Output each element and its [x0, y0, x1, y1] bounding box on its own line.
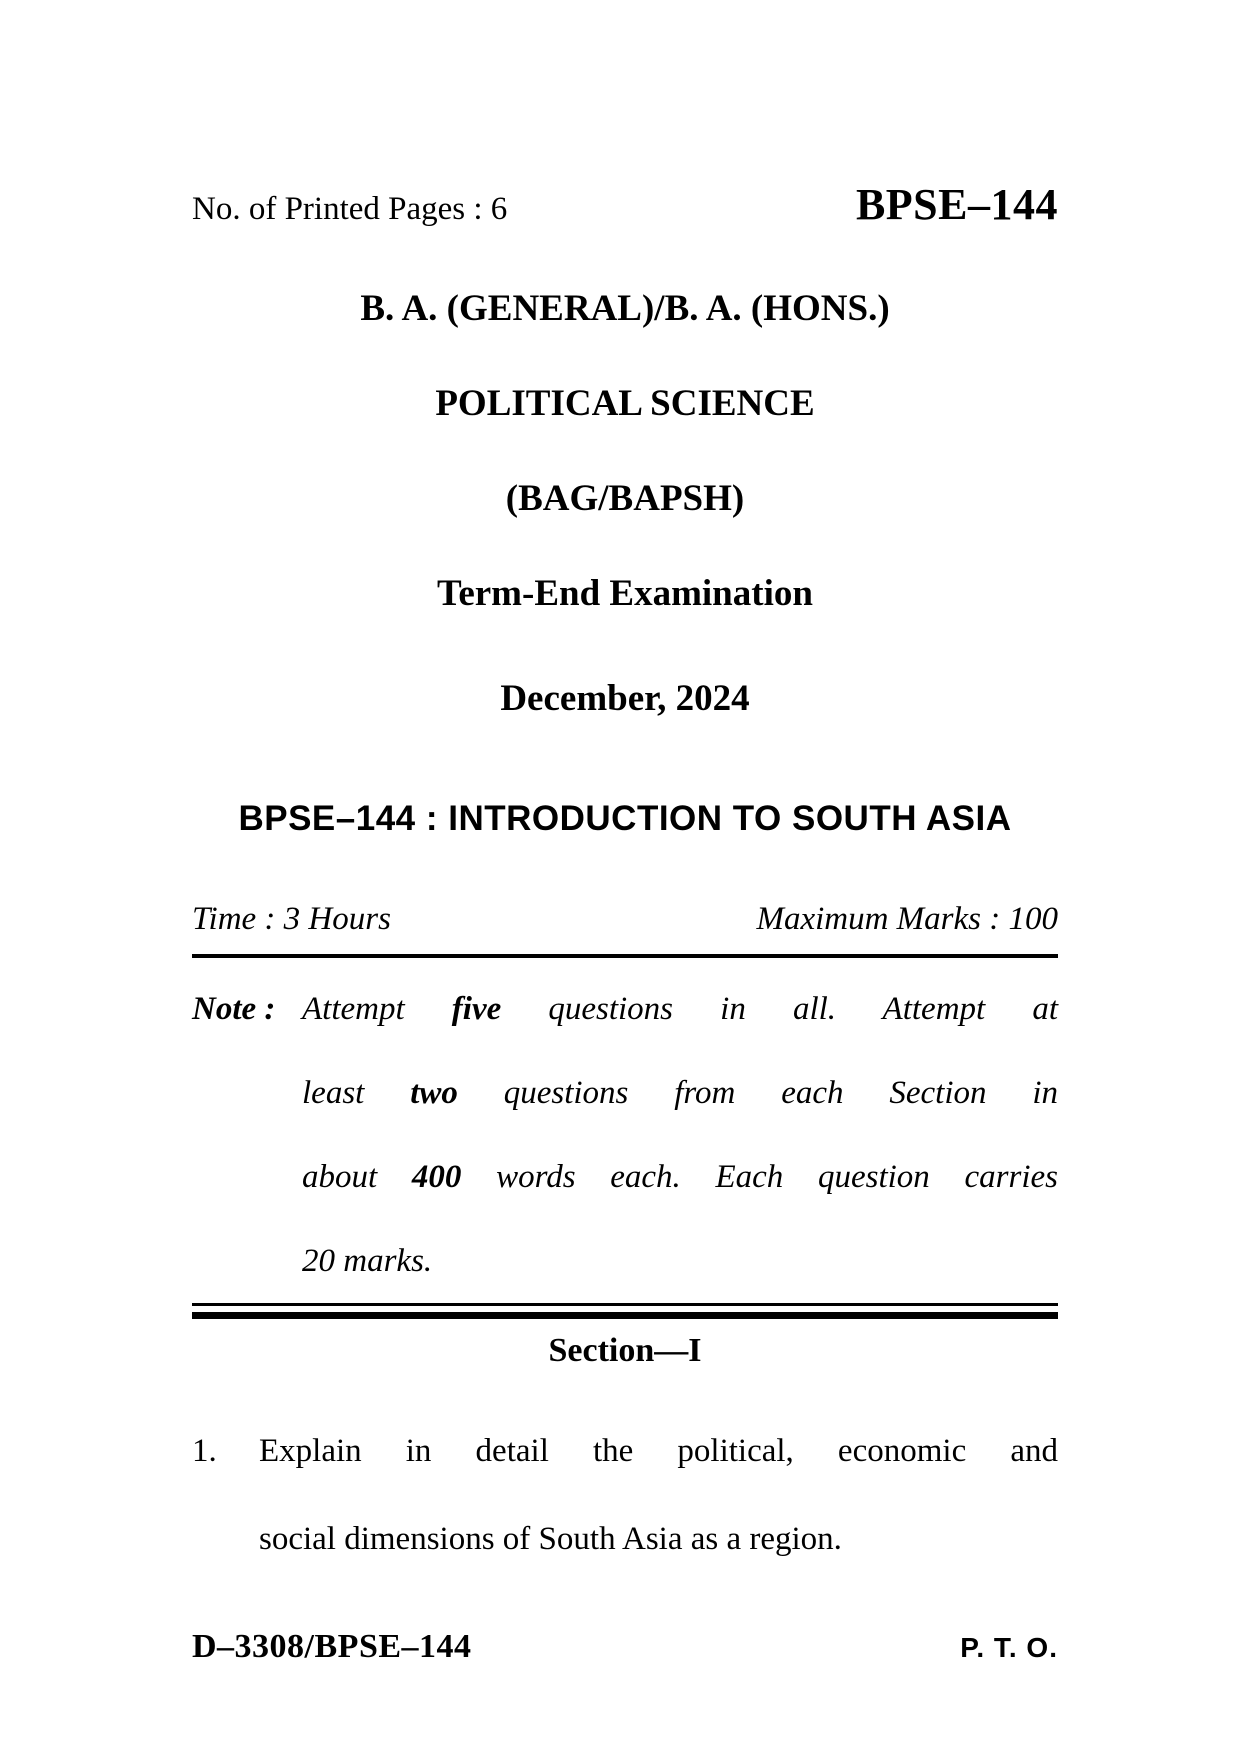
question-body: [259, 1407, 1058, 1583]
text-line: about 400 words each. Each question carries: [302, 1159, 1058, 1195]
footer-paper-code: D–3308/BPSE–144: [192, 1628, 472, 1665]
heading-exam-date: December, 2024: [500, 678, 750, 719]
text-line: social dimensions of South Asia as a region.: [259, 1521, 842, 1557]
page-footer: [192, 1628, 1058, 1666]
page-header: [192, 180, 1058, 234]
note-block: [192, 967, 1058, 1303]
maximum-marks-label: Maximum Marks : 100: [756, 901, 1058, 937]
text-line: Attempt five questions in all. Attempt at: [302, 991, 1058, 1027]
note-label: Note :: [192, 991, 276, 1027]
course-title: BPSE–144 : INTRODUCTION TO SOUTH ASIA: [238, 799, 1012, 838]
double-divider: [192, 1303, 1058, 1319]
single-divider: [192, 954, 1058, 958]
question-number: 1.: [192, 1433, 217, 1469]
heading-degree: B. A. (GENERAL)/B. A. (HONS.): [360, 288, 890, 329]
text-line: 20 marks.: [302, 1243, 433, 1279]
heading-exam-type: Term-End Examination: [437, 573, 813, 614]
text-line: Explain in detail the political, economic and: [259, 1433, 1058, 1469]
question-item: [192, 1407, 1058, 1583]
section-heading: Section—I: [548, 1332, 702, 1369]
text-line: least two questions from each Section in: [302, 1075, 1058, 1111]
heading-program: (BAG/BAPSH): [505, 478, 745, 519]
meta-row: [192, 897, 1058, 941]
footer-pto-label: P. T. O.: [960, 1632, 1058, 1663]
heading-subject: POLITICAL SCIENCE: [435, 383, 815, 424]
printed-pages-label: No. of Printed Pages : 6: [192, 191, 508, 227]
time-allowed-label: Time : 3 Hours: [192, 901, 391, 937]
note-body: [302, 967, 1058, 1303]
paper-code: BPSE–144: [855, 180, 1058, 229]
